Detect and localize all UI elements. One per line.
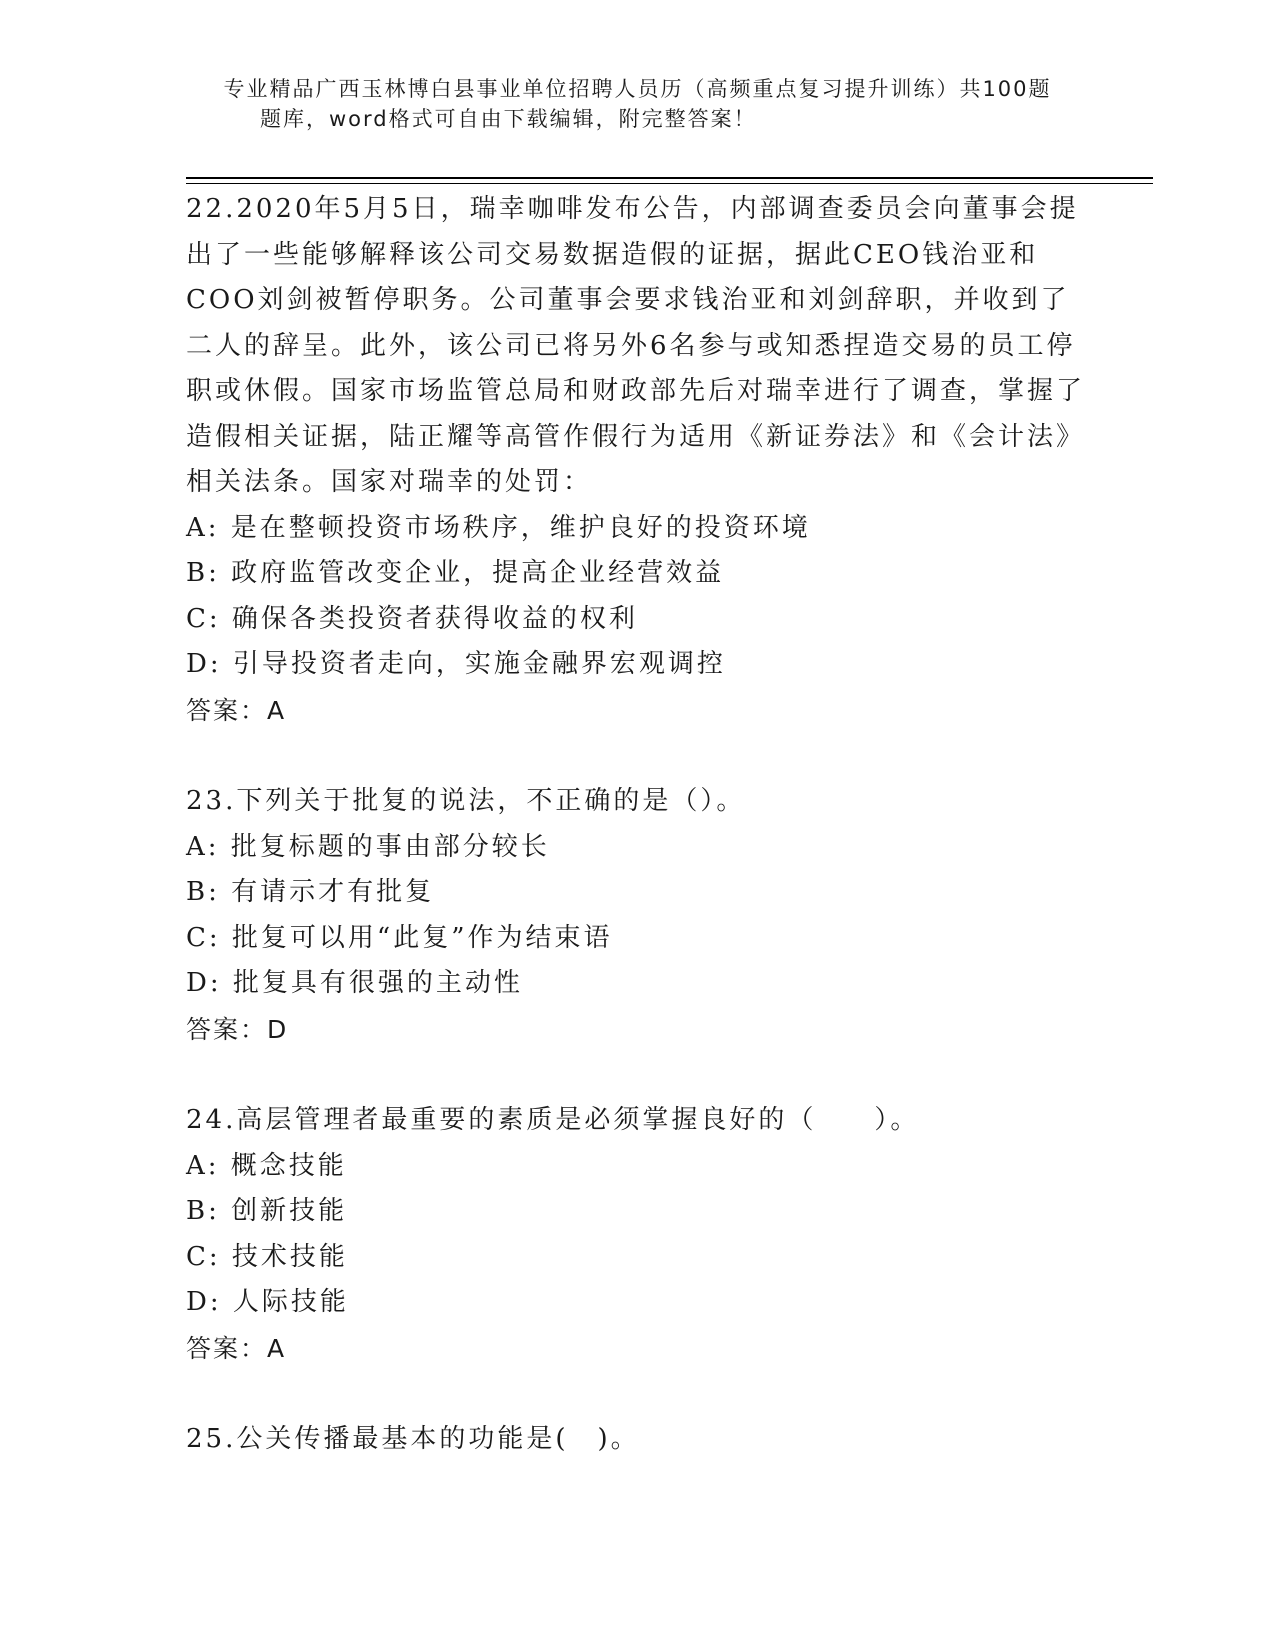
question-list <box>186 187 1086 1463</box>
option-d: D: 人际技能 <box>186 1287 349 1317</box>
option-a: A: 批复标题的事由部分较长 <box>186 831 550 862</box>
header-divider-thick <box>186 177 1153 179</box>
option-a: A: 概念技能 <box>186 1150 347 1181</box>
option-c: C: 确保各类投资者获得收益的权利 <box>186 603 638 634</box>
answer: 答案：A <box>186 695 287 725</box>
option-c: C: 批复可以用“此复”作为结束语 <box>186 922 613 953</box>
spacer <box>186 733 1086 779</box>
option-b: B: 有请示才有批复 <box>186 877 435 907</box>
answer: 答案：D <box>186 1014 289 1044</box>
question-stem: 24.高层管理者最重要的素质是必须掌握良好的（ ）。 <box>186 1105 920 1135</box>
question-22 <box>186 187 1086 733</box>
question-24 <box>186 1098 1086 1371</box>
option-a: A: 是在整顿投资市场秩序，维护良好的投资环境 <box>186 512 811 543</box>
header-line-1: 专业精品广西玉林博白县事业单位招聘人员历（高频重点复习提升训练）共100题 <box>223 77 1052 101</box>
option-d: D: 引导投资者走向，实施金融界宏观调控 <box>186 649 726 679</box>
question-stem: 23.下列关于批复的说法，不正确的是（）。 <box>186 786 746 816</box>
document-header <box>0 74 1275 134</box>
option-b: B: 创新技能 <box>186 1196 348 1226</box>
header-divider-thin <box>186 183 1153 184</box>
option-b: B: 政府监管改变企业，提高企业经营效益 <box>186 558 725 588</box>
answer: 答案：A <box>186 1333 287 1363</box>
question-23 <box>186 779 1086 1052</box>
spacer <box>186 1052 1086 1098</box>
header-line-2: 题库，word格式可自由下载编辑，附完整答案！ <box>260 107 757 131</box>
option-c: C: 技术技能 <box>186 1241 348 1272</box>
question-25 <box>186 1417 1086 1463</box>
question-stem: 22.2020年5月5日，瑞幸咖啡发布公告，内部调查委员会向董事会提出了一些能够解释该公司交易数据造假的证据，据此CEO钱治亚和COO刘剑被暂停职务。公司董事会要求钱治亚和刘剑辞职，并收到了二人的辞呈。此外，该公司已将另外6名参与或知悉捏造交易的员工停职或休假。国家市场监管总局和财政部先后对瑞幸进行了调查，掌握了造假相关证据，陆正耀等高管作假行为适用《新证券法》和《会计法》相关法条。国家对瑞幸的处罚： <box>186 194 1086 497</box>
spacer <box>186 1371 1086 1417</box>
question-stem: 25.公关传播最基本的功能是( )。 <box>186 1424 640 1454</box>
option-d: D: 批复具有很强的主动性 <box>186 968 523 998</box>
